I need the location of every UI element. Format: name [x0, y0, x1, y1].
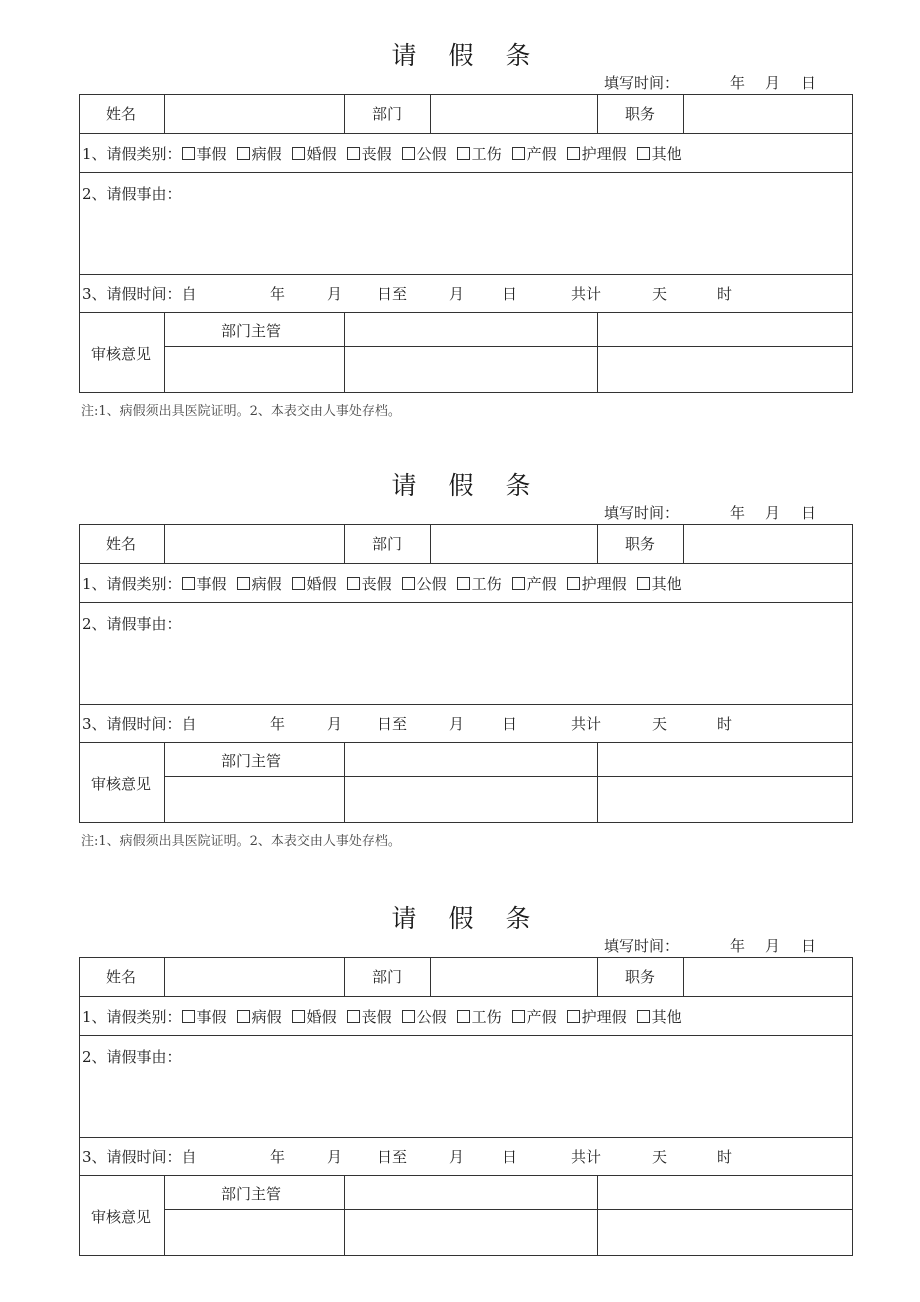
fill-time-label: 填写时间：: [604, 74, 680, 92]
leave-category-option-label: 事假: [196, 575, 227, 593]
review-row-divider: [164, 346, 853, 347]
row-divider: [79, 704, 853, 705]
review-col-divider: [597, 312, 598, 393]
checkbox-icon[interactable]: [457, 577, 470, 590]
leave-category-option[interactable]: [402, 145, 447, 163]
department-field[interactable]: [432, 96, 595, 132]
leave-category-option[interactable]: [637, 1008, 682, 1026]
review-cell[interactable]: [346, 1211, 595, 1254]
leave-category-option-label: 事假: [196, 145, 227, 163]
row-divider: [79, 133, 853, 134]
row-divider: [79, 274, 853, 275]
review-cell[interactable]: [599, 348, 851, 391]
checkbox-icon[interactable]: [567, 147, 580, 160]
table-border-bottom: [79, 1255, 853, 1256]
name-label: 姓名: [106, 105, 137, 123]
review-cell[interactable]: [599, 1177, 851, 1208]
leave-time-label: 3、请假时间：自: [82, 1148, 197, 1166]
checkbox-icon[interactable]: [292, 577, 305, 590]
table-border-top: [79, 94, 853, 95]
leave-category-option[interactable]: [457, 145, 502, 163]
fill-time-month: 月: [765, 504, 781, 522]
col-divider: [683, 957, 684, 996]
leave-category-option-label: 护理假: [581, 575, 627, 593]
row-divider: [79, 172, 853, 173]
fill-time-year: 年: [730, 937, 746, 955]
leave-category-option-label: 其他: [651, 1008, 682, 1026]
table-border-right: [852, 524, 853, 823]
department-field[interactable]: [432, 526, 595, 562]
table-border-bottom: [79, 822, 853, 823]
row-divider: [79, 996, 853, 997]
fill-time-year: 年: [730, 74, 746, 92]
review-col-divider: [344, 1175, 345, 1256]
col-divider: [164, 524, 165, 563]
leave-category-option-label: 病假: [251, 1008, 282, 1026]
checkbox-icon[interactable]: [512, 147, 525, 160]
review-label: 审核意见: [91, 345, 152, 363]
checkbox-icon[interactable]: [457, 147, 470, 160]
leave-form-table: [79, 524, 853, 823]
supervisor-label: 部门主管: [221, 322, 282, 340]
col-divider: [164, 957, 165, 996]
col-divider: [597, 94, 598, 133]
col-divider: [344, 957, 345, 996]
leave-category-option[interactable]: [292, 1008, 337, 1026]
leave-category-option-label: 护理假: [581, 1008, 627, 1026]
checkbox-icon[interactable]: [512, 1010, 525, 1023]
leave-category-option[interactable]: [347, 145, 392, 163]
leave-reason-label: 2、请假事由：: [82, 1048, 182, 1066]
col-divider: [430, 524, 431, 563]
leave-category-options: [182, 1008, 692, 1026]
leave-category-option[interactable]: [567, 1008, 627, 1026]
table-border-bottom: [79, 392, 853, 393]
leave-slip: [0, 0, 920, 420]
position-field[interactable]: [685, 96, 850, 132]
checkbox-icon[interactable]: [402, 577, 415, 590]
leave-category-option-label: 产假: [526, 1008, 557, 1026]
leave-category-option-label: 婚假: [306, 145, 337, 163]
name-field[interactable]: [166, 959, 342, 995]
leave-category-option-label: 婚假: [306, 1008, 337, 1026]
leave-time-month-end: 月: [449, 1148, 465, 1166]
name-field[interactable]: [166, 96, 342, 132]
row-divider: [79, 312, 853, 313]
col-divider: [164, 94, 165, 133]
leave-category-option-label: 公假: [416, 145, 447, 163]
fill-time-day: 日: [801, 74, 817, 92]
footnote: 注:1、病假须出具医院证明。2、本表交由人事处存档。: [81, 404, 401, 419]
fill-time-month: 月: [765, 937, 781, 955]
review-cell[interactable]: [346, 744, 595, 775]
leave-time-day-end: 日: [502, 285, 518, 303]
leave-total-hours: 时: [717, 1148, 733, 1166]
slip-title: 请 假 条: [391, 41, 543, 70]
fill-time-day: 日: [801, 504, 817, 522]
leave-category-option-label: 其他: [651, 575, 682, 593]
leave-time-day-to: 日至: [377, 715, 408, 733]
review-cell[interactable]: [599, 1211, 851, 1254]
name-label: 姓名: [106, 535, 137, 553]
leave-form-table: [79, 94, 853, 393]
leave-category-option-label: 工伤: [471, 575, 502, 593]
review-col-divider: [164, 312, 165, 393]
leave-category-option[interactable]: [637, 575, 682, 593]
leave-category-option[interactable]: [567, 145, 627, 163]
leave-category-option-label: 产假: [526, 145, 557, 163]
leave-category-option-label: 丧假: [361, 1008, 392, 1026]
leave-time-label: 3、请假时间：自: [82, 285, 197, 303]
review-cell[interactable]: [346, 1177, 595, 1208]
leave-category-option[interactable]: [512, 145, 557, 163]
leave-time-month: 月: [327, 1148, 343, 1166]
review-col-divider: [597, 742, 598, 823]
leave-time-month: 月: [327, 285, 343, 303]
leave-category-option[interactable]: [512, 575, 557, 593]
position-field[interactable]: [685, 959, 850, 995]
name-label: 姓名: [106, 968, 137, 986]
leave-total-days: 天: [652, 285, 668, 303]
leave-category-option-label: 丧假: [361, 575, 392, 593]
leave-category-option[interactable]: [237, 1008, 282, 1026]
review-col-divider: [164, 1175, 165, 1256]
row-divider: [79, 1035, 853, 1036]
leave-time-year: 年: [270, 1148, 286, 1166]
leave-category-row: [82, 575, 692, 593]
review-label: 审核意见: [91, 775, 152, 793]
department-label: 部门: [372, 105, 403, 123]
leave-category-label: 1、请假类别：: [82, 1008, 182, 1026]
table-border-left: [79, 957, 80, 1256]
checkbox-icon[interactable]: [567, 577, 580, 590]
leave-category-option[interactable]: [637, 145, 682, 163]
checkbox-icon[interactable]: [637, 147, 650, 160]
position-label: 职务: [625, 105, 656, 123]
leave-reason-label: 2、请假事由：: [82, 615, 182, 633]
table-border-left: [79, 524, 80, 823]
checkbox-icon[interactable]: [182, 147, 195, 160]
leave-category-option-label: 事假: [196, 1008, 227, 1026]
leave-total-label: 共计: [571, 715, 602, 733]
leave-reason-field[interactable]: [81, 1067, 850, 1135]
review-cell[interactable]: [599, 778, 851, 821]
position-label: 职务: [625, 535, 656, 553]
row-divider: [79, 1137, 853, 1138]
leave-total-days: 天: [652, 1148, 668, 1166]
checkbox-icon[interactable]: [637, 577, 650, 590]
supervisor-opinion-field[interactable]: [166, 778, 343, 821]
leave-category-option-label: 病假: [251, 145, 282, 163]
leave-form-table: [79, 957, 853, 1256]
row-divider: [79, 563, 853, 564]
review-row-divider: [164, 776, 853, 777]
checkbox-icon[interactable]: [402, 147, 415, 160]
leave-total-days: 天: [652, 715, 668, 733]
review-row-divider: [164, 1209, 853, 1210]
col-divider: [344, 94, 345, 133]
leave-reason-field[interactable]: [81, 634, 850, 702]
fill-time-month: 月: [765, 74, 781, 92]
checkbox-icon[interactable]: [402, 1010, 415, 1023]
leave-time-year: 年: [270, 285, 286, 303]
leave-category-option[interactable]: [292, 145, 337, 163]
col-divider: [430, 957, 431, 996]
fill-time-label: 填写时间：: [604, 504, 680, 522]
checkbox-icon[interactable]: [457, 1010, 470, 1023]
leave-category-option-label: 其他: [651, 145, 682, 163]
table-border-right: [852, 94, 853, 393]
review-col-divider: [344, 742, 345, 823]
position-label: 职务: [625, 968, 656, 986]
col-divider: [597, 524, 598, 563]
leave-category-option[interactable]: [402, 1008, 447, 1026]
leave-time-year: 年: [270, 715, 286, 733]
leave-category-option[interactable]: [347, 1008, 392, 1026]
leave-time-label: 3、请假时间：自: [82, 715, 197, 733]
leave-category-label: 1、请假类别：: [82, 145, 182, 163]
checkbox-icon[interactable]: [512, 577, 525, 590]
footnote: 注:1、病假须出具医院证明。2、本表交由人事处存档。: [81, 834, 401, 849]
checkbox-icon[interactable]: [237, 577, 250, 590]
fill-time-label: 填写时间：: [604, 937, 680, 955]
leave-reason-field[interactable]: [81, 204, 850, 272]
checkbox-icon[interactable]: [347, 147, 360, 160]
supervisor-opinion-field[interactable]: [166, 348, 343, 391]
leave-category-option[interactable]: [512, 1008, 557, 1026]
position-field[interactable]: [685, 526, 850, 562]
col-divider: [683, 524, 684, 563]
leave-category-option-label: 病假: [251, 575, 282, 593]
leave-category-option-label: 工伤: [471, 145, 502, 163]
supervisor-opinion-field[interactable]: [166, 1211, 343, 1254]
checkbox-icon[interactable]: [292, 147, 305, 160]
leave-time-day-end: 日: [502, 715, 518, 733]
checkbox-icon[interactable]: [637, 1010, 650, 1023]
supervisor-label: 部门主管: [221, 752, 282, 770]
name-field[interactable]: [166, 526, 342, 562]
leave-category-option-label: 护理假: [581, 145, 627, 163]
leave-time-month-end: 月: [449, 715, 465, 733]
review-cell[interactable]: [346, 778, 595, 821]
checkbox-icon[interactable]: [292, 1010, 305, 1023]
leave-category-option[interactable]: [237, 575, 282, 593]
leave-reason-label: 2、请假事由：: [82, 185, 182, 203]
leave-time-day-end: 日: [502, 1148, 518, 1166]
checkbox-icon[interactable]: [182, 577, 195, 590]
checkbox-icon[interactable]: [347, 577, 360, 590]
slip-title: 请 假 条: [391, 904, 543, 933]
leave-category-options: [182, 145, 692, 163]
checkbox-icon[interactable]: [237, 1010, 250, 1023]
department-label: 部门: [372, 968, 403, 986]
row-divider: [79, 602, 853, 603]
review-cell[interactable]: [346, 348, 595, 391]
leave-slip: [0, 863, 920, 1283]
leave-time-month-end: 月: [449, 285, 465, 303]
review-col-divider: [344, 312, 345, 393]
leave-category-option[interactable]: [237, 145, 282, 163]
department-label: 部门: [372, 535, 403, 553]
leave-category-option[interactable]: [402, 575, 447, 593]
review-cell[interactable]: [599, 744, 851, 775]
supervisor-label: 部门主管: [221, 1185, 282, 1203]
leave-category-label: 1、请假类别：: [82, 575, 182, 593]
table-border-left: [79, 94, 80, 393]
leave-total-label: 共计: [571, 1148, 602, 1166]
leave-category-option[interactable]: [182, 145, 227, 163]
leave-category-row: [82, 1008, 692, 1026]
table-border-right: [852, 957, 853, 1256]
leave-category-option[interactable]: [457, 575, 502, 593]
review-cell[interactable]: [599, 314, 851, 345]
leave-time-day-to: 日至: [377, 285, 408, 303]
leave-time-month: 月: [327, 715, 343, 733]
department-field[interactable]: [432, 959, 595, 995]
leave-slip: [0, 430, 920, 850]
leave-category-option-label: 公假: [416, 575, 447, 593]
col-divider: [430, 94, 431, 133]
leave-category-option-label: 丧假: [361, 145, 392, 163]
checkbox-icon[interactable]: [347, 1010, 360, 1023]
leave-total-hours: 时: [717, 285, 733, 303]
leave-category-option[interactable]: [567, 575, 627, 593]
leave-category-option[interactable]: [292, 575, 337, 593]
row-divider: [79, 1175, 853, 1176]
col-divider: [344, 524, 345, 563]
leave-category-option-label: 婚假: [306, 575, 337, 593]
review-cell[interactable]: [346, 314, 595, 345]
leave-total-label: 共计: [571, 285, 602, 303]
leave-category-option[interactable]: [182, 575, 227, 593]
leave-category-option-label: 工伤: [471, 1008, 502, 1026]
row-divider: [79, 742, 853, 743]
col-divider: [597, 957, 598, 996]
review-col-divider: [597, 1175, 598, 1256]
col-divider: [683, 94, 684, 133]
leave-total-hours: 时: [717, 715, 733, 733]
checkbox-icon[interactable]: [237, 147, 250, 160]
leave-category-option[interactable]: [347, 575, 392, 593]
table-border-top: [79, 957, 853, 958]
checkbox-icon[interactable]: [567, 1010, 580, 1023]
leave-category-option[interactable]: [457, 1008, 502, 1026]
leave-category-option-label: 公假: [416, 1008, 447, 1026]
leave-category-option[interactable]: [182, 1008, 227, 1026]
table-border-top: [79, 524, 853, 525]
review-col-divider: [164, 742, 165, 823]
leave-category-option-label: 产假: [526, 575, 557, 593]
leave-time-day-to: 日至: [377, 1148, 408, 1166]
checkbox-icon[interactable]: [182, 1010, 195, 1023]
fill-time-day: 日: [801, 937, 817, 955]
slip-title: 请 假 条: [391, 471, 543, 500]
review-label: 审核意见: [91, 1208, 152, 1226]
leave-category-row: [82, 145, 692, 163]
fill-time-year: 年: [730, 504, 746, 522]
leave-category-options: [182, 575, 692, 593]
